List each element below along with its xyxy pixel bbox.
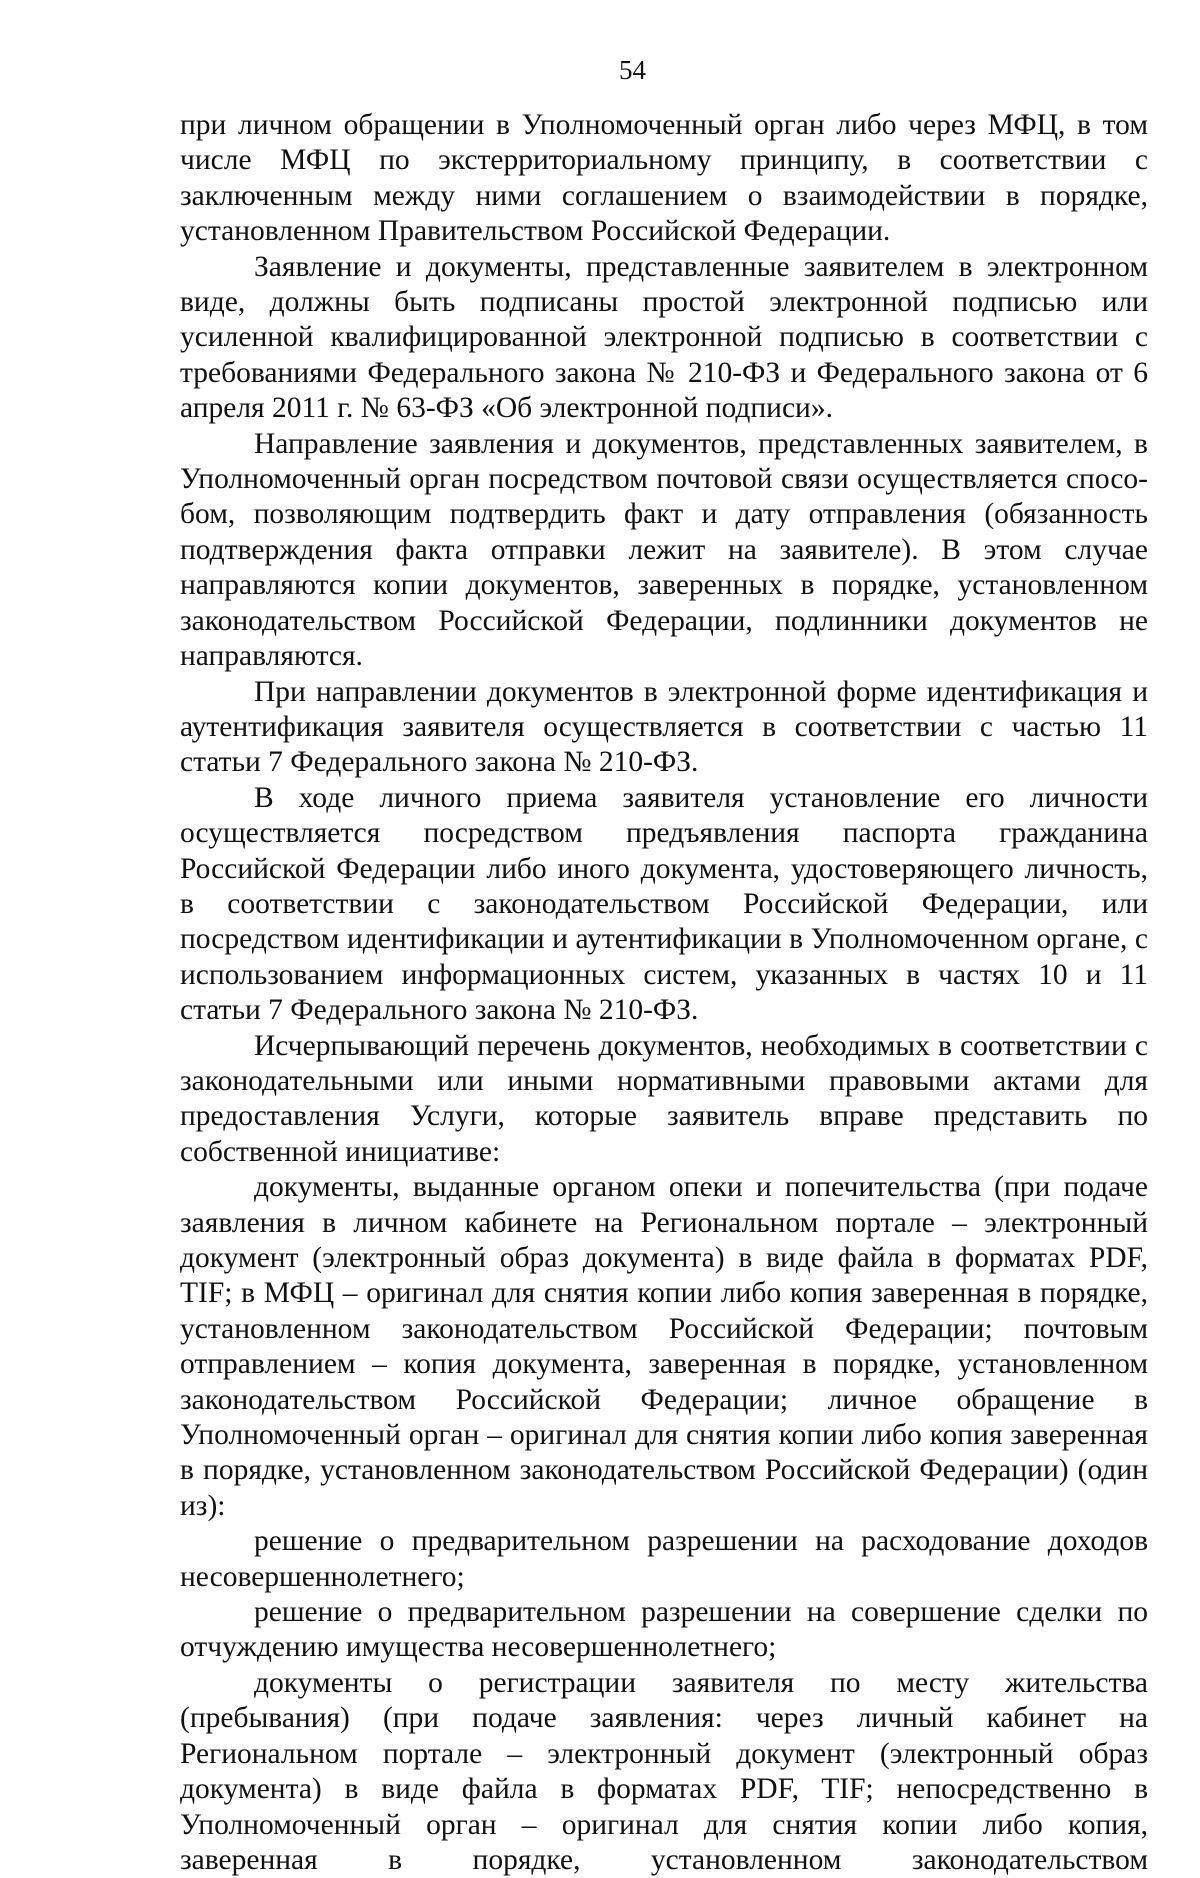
paragraph: документы, выданные органом опеки и попечительства (при подаче заявления в личном кабинете на Региональном портале – электронный документ (электронный образ документа) в виде файла в форматах PDF, TIF; в МФЦ – оригинал для снятия копии либо копия заверенная в порядке, установленном законодательством Российской Федерации; почтовым отправлением – копия документа, заверенная в порядке, установленном законодательством Российской Федерации; личное обращение в Уполномоченный орган – оригинал для снятия копии либо копия заверенная в порядке, установленном законодательством Российской Федерации) (один из): — [180, 1171, 1148, 1522]
paragraph: В ходе личного приема заявителя установление его личности осуществляется посредством предъявления паспорта гражданина Российской Федерации либо иного документа, удостоверяющего личность, в соответствии с законодательством Российской Федерации, или посредством идентификации и аутентификации в Уполномоченном органе, с использованием информационных систем, указанных в частях 10 и 11 статьи 7 Федерального закона № 210-ФЗ. — [180, 781, 1148, 1027]
paragraph: решение о предварительном разрешении на расходование доходов несовершеннолетнего; — [180, 1525, 1148, 1593]
paragraph: при личном обращении в Уполномоченный орган либо через МФЦ, в том числе МФЦ по экстерриториальному принципу, в соответствии с заключенным между ними соглашением о взаимодействии в порядке, установленном Правительством Российской Федерации. — [180, 109, 1148, 248]
page-number: 54 — [619, 55, 646, 85]
paragraph: Заявление и документы, представленные заявителем в электронном виде, должны быть подписаны простой электронной подписью или усиленной квалифицированной электронной подписью в соответствии с требованиями Федерального закона № 210-ФЗ и Федерального закона от 6 апреля 2011 г. № 63-ФЗ «Об электронной подписи». — [180, 250, 1148, 425]
document-body — [180, 108, 1148, 1878]
paragraph: документы о регистрации заявителя по месту жительства (пребывания) (при подаче заявления: через личный кабинет на Региональном портале – электронный документ (электронный образ документа) в виде файла в форматах PDF, TIF; непосредственно в Уполномоченный орган – оригинал для снятия копии либо копия, заверенная в порядке, установленном законодательством — [180, 1666, 1148, 1876]
paragraph: При направлении документов в электронной форме идентификация и аутентификация заявителя осуществляется в соответствии с частью 11 статьи 7 Федерального закона № 210-ФЗ. — [180, 675, 1148, 779]
paragraph: Направление заявления и документов, представленных заявителем, в Уполномоченный орган посредством почтовой связи осуществляется способом, позволяющим подтвердить факт и дату отправления (обязанность подтверждения факта отправки лежит на заявителе). В этом случае направляются копии документов, заверенных в порядке, установленном законодательством Российской Федерации, подлинники документов не направляются. — [180, 427, 1148, 673]
paragraph: Исчерпывающий перечень документов, необходимых в соответствии с законодательными или иными нормативными правовыми актами для предоставления Услуги, которые заявитель вправе представить по собственной инициативе: — [180, 1029, 1148, 1168]
paragraph: решение о предварительном разрешении на совершение сделки по отчуждению имущества несовершеннолетнего; — [180, 1596, 1148, 1664]
